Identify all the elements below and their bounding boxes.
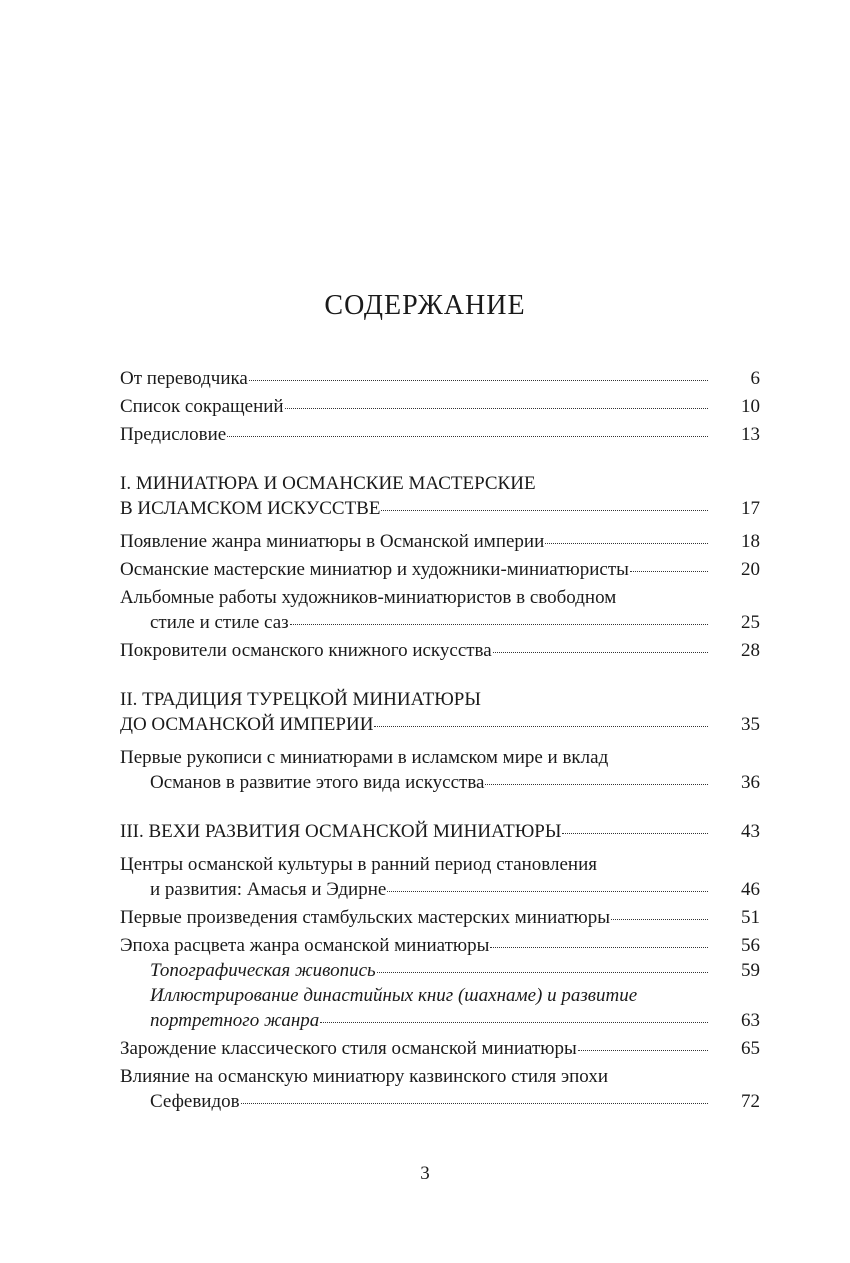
toc-entry-title-line: II. ТРАДИЦИЯ ТУРЕЦКОЙ МИНИАТЮРЫ [120,689,481,710]
toc-page-number: 59 [741,960,760,981]
toc-entry-album-works[interactable] [120,585,760,635]
toc-chapter-1[interactable] [120,471,760,521]
toc-entry-title-line: Иллюстрирование династийных книг (шахнаме) и развитие [150,985,638,1006]
toc-entry-title-line: Первые рукописи с миниатюрами в исламском мире и вклад [120,747,609,768]
dot-leader [227,422,708,440]
toc-entry-patrons[interactable] [120,638,760,663]
table-of-contents [120,366,760,1117]
dot-leader [320,1008,708,1026]
toc-entry-title: Османские мастерские миниатюр и художники-миниатюристы [120,559,629,580]
toc-entry-title-line: I. МИНИАТЮРА И ОСМАНСКИЕ МАСТЕРСКИЕ [120,473,536,494]
toc-entry-abbreviations[interactable] [120,394,760,419]
toc-entry-title: III. ВЕХИ РАЗВИТИЯ ОСМАНСКОЙ МИНИАТЮРЫ [120,821,562,842]
toc-entry-preface[interactable] [120,422,760,447]
dot-leader [611,905,708,923]
toc-entry-title: Появление жанра миниатюры в Османской империи [120,531,545,552]
toc-entry-golden-age[interactable] [120,933,760,958]
toc-entry-title: Зарождение классического стиля османской миниатюры [120,1038,577,1059]
dot-leader [241,1089,708,1107]
toc-entry-title-line: Центры османской культуры в ранний период становления [120,854,598,875]
toc-page-number: 6 [750,368,760,389]
toc-entry-title-line: Альбомные работы художников-миниатюристов в свободном [120,587,617,608]
toc-entry-title: В ИСЛАМСКОМ ИСКУССТВЕ [120,498,381,519]
toc-page-number: 36 [741,772,760,793]
toc-entry-qazvin-influence[interactable] [120,1064,760,1114]
toc-entry-title: Топографическая живопись [150,960,376,981]
toc-entry-first-manuscripts[interactable] [120,745,760,795]
toc-entry-title: стиле и стиле саз [150,612,289,633]
toc-page-number: 46 [741,879,760,900]
toc-page-number: 18 [741,531,760,552]
toc-subentry-shahname[interactable] [120,983,760,1033]
dot-leader [374,712,708,730]
toc-entry-title: Сефевидов [150,1091,240,1112]
toc-entry-title: Османов в развитие этого вида искусства [150,772,485,793]
page-footer-number: 3 [420,1163,430,1184]
dot-leader [493,638,708,656]
toc-entry-title: Список сокращений [120,396,284,417]
toc-entry-title: портретного жанра [150,1010,320,1031]
toc-entry-title: Первые произведения стамбульских мастерских миниатюры [120,907,610,928]
toc-entry-translator[interactable] [120,366,760,391]
toc-entry-title: Предисловие [120,424,227,445]
dot-leader [377,958,708,976]
dot-leader [562,819,708,837]
toc-page-number: 28 [741,640,760,661]
toc-entry-title: Эпоха расцвета жанра османской миниатюры [120,935,490,956]
toc-entry-title: ДО ОСМАНСКОЙ ИМПЕРИИ [120,714,374,735]
page-title: СОДЕРЖАНИЕ [324,290,526,321]
dot-leader [630,557,708,575]
toc-page-number: 43 [741,821,760,842]
toc-entry-title: и развития: Амасья и Эдирне [150,879,387,900]
toc-page-number: 13 [741,424,760,445]
toc-page-number: 17 [741,498,760,519]
toc-chapter-2[interactable] [120,687,760,737]
toc-page-number: 63 [741,1010,760,1031]
toc-entry-classic-style[interactable] [120,1036,760,1061]
toc-entry-culture-centers[interactable] [120,852,760,902]
toc-page-number: 56 [741,935,760,956]
toc-page-number: 51 [741,907,760,928]
toc-subentry-topographic[interactable] [120,958,760,983]
toc-page-number: 35 [741,714,760,735]
toc-entry-istanbul-works[interactable] [120,905,760,930]
toc-entry-title-line: Влияние на османскую миниатюру казвинского стиля эпохи [120,1066,608,1087]
toc-entry-genre-emergence[interactable] [120,529,760,554]
dot-leader [485,770,708,788]
dot-leader [578,1036,708,1054]
toc-page-number: 25 [741,612,760,633]
dot-leader [285,394,708,412]
dot-leader [387,877,708,895]
toc-entry-workshops[interactable] [120,557,760,582]
toc-page-number: 72 [741,1091,760,1112]
toc-page-number: 20 [741,559,760,580]
dot-leader [249,366,708,384]
toc-page-number: 65 [741,1038,760,1059]
toc-chapter-3[interactable] [120,819,760,844]
dot-leader [490,933,708,951]
toc-entry-title: От переводчика [120,368,248,389]
dot-leader [545,529,708,547]
toc-page-number: 10 [741,396,760,417]
toc-entry-title: Покровители османского книжного искусства [120,640,492,661]
dot-leader [290,610,708,628]
dot-leader [381,496,708,514]
